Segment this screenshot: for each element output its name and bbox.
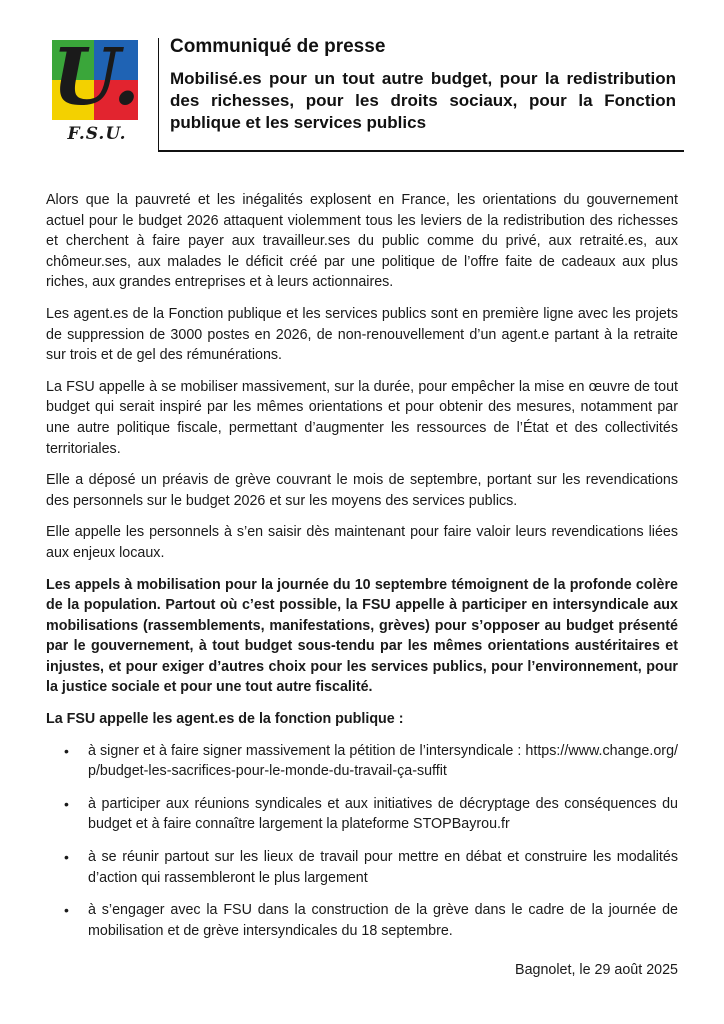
list-item-text: à se réunir partout sur les lieux de travail pour mettre en débat et construire les modalités d’action qui rassembleront le plus largement	[88, 849, 678, 886]
body-paragraph: Les agent.es de la Fonction publique et les services publics sont en première ligne avec les projets de suppression de 3000 postes en 2026, de non-renouvellement d’un agent.e partant à la retraite sur trois et de gel des rémunérations.	[46, 305, 678, 364]
demands-list	[46, 741, 678, 942]
bold-paragraph: Les appels à mobilisation pour la journée du 10 septembre témoignent de la profonde colère de la population. Partout où c’est possible, la FSU appelle à participer en intersyndicale aux mobilisations (rassemblements, manifestations, grèves) pour s’opposer au budget présenté par le gouvernement, à tout budget sous-tendu par les mêmes orientations austéritaires et injustes, et pour exiger d’autres choix pour les services publics, pour l’environnement, pour la justice sociale et pour une tout autre fiscalité.	[46, 576, 678, 696]
document-title: Mobilisé.es pour un tout autre budget, pour la redistribution des richesses, pour les droits sociaux, pour la Fonction publique et les services publics	[170, 69, 676, 132]
logo-text: F.S.U.	[67, 124, 127, 144]
list-item	[46, 741, 678, 782]
body-paragraph: Alors que la pauvreté et les inégalités explosent en France, les orientations du gouvernement actuel pour le budget 2026 attaquent violemment tous les leviers de la redistribution des richesses et cherchent à faire payer aux travailleur.ses du public comme du privé, aux retraité.es, aux chômeur.ses, aux malades le déficit créé par une politique de l’offre faite de cadeaux aux plus riches, aux grandes entreprises et à leurs actionnaires.	[46, 192, 678, 291]
bullet-icon: •	[64, 902, 69, 919]
body-paragraph: Elle a déposé un préavis de grève couvrant le mois de septembre, portant sur les revendications des personnels sur le budget 2026 et sur les moyens des services publics.	[46, 472, 678, 509]
body-paragraph: La FSU appelle à se mobiliser massivement, sur la durée, pour empêcher la mise en œuvre de tout budget qui serait inspiré par les mêmes orientations et pour obtenir des mesures, notamment par une autre politique fiscale, permettant d’augmenter les ressources de l’État et des collectivités territoriales.	[46, 378, 678, 457]
press-release-label: Communiqué de presse	[170, 36, 386, 57]
petition-link[interactable]: https://www.change.org/p/budget-les-sacrifices-pour-le-monde-du-travail-ça-suffit	[88, 742, 678, 780]
bullet-icon: •	[64, 795, 69, 812]
list-item	[46, 794, 678, 835]
header-bottom-divider	[158, 150, 684, 152]
bullet-icon: •	[64, 742, 69, 759]
list-item-text: à participer aux réunions syndicales et aux initiatives de décryptage des conséquences du budget et à faire connaître largement la plateforme STOPBayrou.fr	[88, 795, 678, 833]
list-item	[46, 847, 678, 888]
document-body	[46, 190, 678, 953]
logo-mark	[52, 32, 141, 123]
fsu-logo	[52, 32, 141, 148]
list-item-text: à s’engager avec la FSU dans la construction de la grève dans le cadre de la journée de mobilisation et de grève intersyndicales du 18 septembre.	[88, 902, 678, 939]
place-and-date: Bagnolet, le 29 août 2025	[515, 962, 678, 978]
logo-letter: U.	[52, 32, 141, 123]
header	[158, 36, 684, 152]
bullet-icon: •	[64, 849, 69, 866]
list-item-text: à signer et à faire signer massivement la pétition de l’intersyndicale :	[88, 742, 526, 759]
list-item	[46, 900, 678, 941]
body-paragraph: Elle appelle les personnels à s’en saisir dès maintenant pour faire valoir leurs revendications liées aux enjeux locaux.	[46, 524, 678, 561]
list-intro: La FSU appelle les agent.es de la fonction publique :	[46, 711, 404, 728]
